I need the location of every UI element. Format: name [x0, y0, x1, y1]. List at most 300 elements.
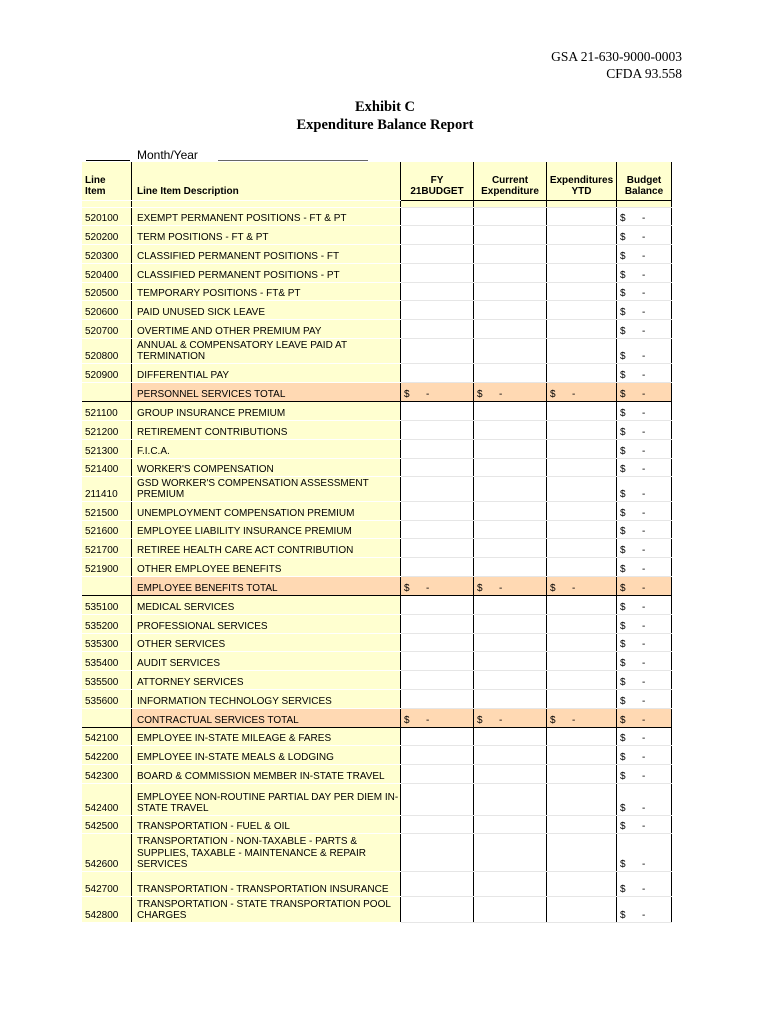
- budget-balance-cell: [617, 576, 672, 595]
- table-row: [82, 520, 672, 538]
- total-row: [82, 382, 672, 401]
- line-item-description: MEDICAL SERVICES: [132, 595, 401, 614]
- table-row: [82, 745, 672, 764]
- line-item-code: [82, 576, 132, 595]
- budget-balance-cell: [617, 207, 672, 225]
- line-item-description: EMPLOYEE LIABILITY INSURANCE PREMIUM: [132, 520, 401, 538]
- fy-budget-cell[interactable]: [401, 764, 474, 783]
- current-expenditure-cell[interactable]: [474, 764, 547, 783]
- budget-balance-cell: [617, 458, 672, 476]
- current-expenditure-cell[interactable]: [474, 727, 547, 745]
- dollar-sign: $: [620, 408, 626, 419]
- table-row: [82, 689, 672, 708]
- dollar-sign: $: [620, 696, 626, 707]
- expenditures-ytd-cell[interactable]: [547, 896, 617, 922]
- fy-budget-cell[interactable]: [401, 300, 474, 319]
- expenditures-ytd-cell[interactable]: [547, 401, 617, 420]
- budget-balance-cell: [617, 300, 672, 319]
- table-row: [82, 458, 672, 476]
- line-item-code: 542200: [82, 745, 132, 764]
- expenditures-ytd-cell[interactable]: [547, 501, 617, 520]
- line-item-code: [82, 382, 132, 401]
- line-item-code: 535500: [82, 670, 132, 689]
- expenditures-ytd-cell[interactable]: [547, 764, 617, 783]
- line-item-code: 535100: [82, 595, 132, 614]
- dollar-sign: $: [620, 771, 626, 782]
- budget-balance-cell: [617, 363, 672, 382]
- fy-budget-cell[interactable]: [401, 557, 474, 576]
- line-item-code: 521600: [82, 520, 132, 538]
- line-item-code: 542800: [82, 896, 132, 922]
- current-expenditure-cell[interactable]: [474, 595, 547, 614]
- zero-dash: -: [642, 288, 646, 299]
- fy-budget-cell[interactable]: [401, 263, 474, 282]
- expenditures-ytd-cell[interactable]: [547, 319, 617, 338]
- zero-dash: -: [642, 564, 646, 575]
- dollar-sign: $: [620, 910, 626, 921]
- table-row: [82, 896, 672, 922]
- table-row: [82, 282, 672, 300]
- dollar-sign: $: [620, 389, 626, 400]
- current-expenditure-cell[interactable]: [474, 458, 547, 476]
- fy-budget-cell[interactable]: [401, 833, 474, 871]
- dollar-sign: $: [620, 884, 626, 895]
- header-fy-budget: FY 21BUDGET: [401, 162, 474, 200]
- line-item-description: CLASSIFIED PERMANENT POSITIONS - PT: [132, 263, 401, 282]
- zero-dash: -: [642, 508, 646, 519]
- dollar-sign: $: [620, 232, 626, 243]
- zero-dash: -: [642, 446, 646, 457]
- expenditures-ytd-cell[interactable]: [547, 689, 617, 708]
- expenditures-ytd-cell[interactable]: [547, 745, 617, 764]
- line-item-code: [82, 708, 132, 727]
- dollar-sign: $: [620, 270, 626, 281]
- month-year-rule-left: [86, 160, 130, 161]
- line-item-description: AUDIT SERVICES: [132, 651, 401, 670]
- line-item-code: 520600: [82, 300, 132, 319]
- line-item-code: 520100: [82, 207, 132, 225]
- budget-balance-cell: [617, 833, 672, 871]
- fy-budget-cell[interactable]: [401, 501, 474, 520]
- month-year-label: Month/Year: [137, 148, 198, 162]
- table-row: [82, 538, 672, 557]
- line-item-code: 542400: [82, 783, 132, 815]
- fy-budget-cell[interactable]: [401, 896, 474, 922]
- fy-budget-cell[interactable]: [401, 670, 474, 689]
- line-item-description: ANNUAL & COMPENSATORY LEAVE PAID AT TERMINATION: [132, 338, 401, 363]
- line-item-description: TRANSPORTATION - STATE TRANSPORTATION POOL CHARGES: [132, 896, 401, 922]
- dollar-sign: $: [620, 733, 626, 744]
- current-expenditure-cell[interactable]: [474, 501, 547, 520]
- budget-balance-cell: [617, 476, 672, 501]
- dollar-sign: $: [404, 389, 410, 400]
- budget-balance-cell: [617, 401, 672, 420]
- dollar-sign: $: [620, 715, 626, 726]
- zero-dash: -: [426, 715, 430, 726]
- expenditures-ytd-cell[interactable]: [547, 651, 617, 670]
- current-expenditure-cell[interactable]: [474, 651, 547, 670]
- fy-budget-cell[interactable]: [401, 538, 474, 557]
- expenditures-ytd-cell[interactable]: [547, 520, 617, 538]
- current-expenditure-cell[interactable]: [474, 745, 547, 764]
- total-label: EMPLOYEE BENEFITS TOTAL: [132, 576, 401, 595]
- fy-budget-cell[interactable]: [401, 815, 474, 833]
- line-item-description: OVERTIME AND OTHER PREMIUM PAY: [132, 319, 401, 338]
- expenditures-ytd-cell: [547, 382, 617, 401]
- zero-dash: -: [642, 389, 646, 400]
- fy-budget-cell[interactable]: [401, 363, 474, 382]
- dollar-sign: $: [620, 677, 626, 688]
- line-item-code: 520200: [82, 225, 132, 244]
- expenditures-ytd-cell[interactable]: [547, 614, 617, 633]
- table-row: [82, 614, 672, 633]
- current-expenditure-cell[interactable]: [474, 420, 547, 439]
- table-row: [82, 207, 672, 225]
- dollar-sign: $: [620, 351, 626, 362]
- budget-balance-cell: [617, 745, 672, 764]
- expenditures-ytd-cell[interactable]: [547, 244, 617, 263]
- table-row: [82, 670, 672, 689]
- line-item-code: 521700: [82, 538, 132, 557]
- line-item-description: RETIREMENT CONTRIBUTIONS: [132, 420, 401, 439]
- table-row: [82, 783, 672, 815]
- fy-budget-cell[interactable]: [401, 633, 474, 651]
- fy-budget-cell[interactable]: [401, 401, 474, 420]
- line-item-description: GSD WORKER'S COMPENSATION ASSESSMENT PREMIUM: [132, 476, 401, 501]
- expenditures-ytd-cell[interactable]: [547, 833, 617, 871]
- expenditures-ytd-cell[interactable]: [547, 871, 617, 896]
- line-item-description: DIFFERENTIAL PAY: [132, 363, 401, 382]
- zero-dash: -: [642, 427, 646, 438]
- fy-budget-cell[interactable]: [401, 783, 474, 815]
- dollar-sign: $: [620, 821, 626, 832]
- dollar-sign: $: [620, 370, 626, 381]
- fy-budget-cell[interactable]: [401, 476, 474, 501]
- zero-dash: -: [642, 251, 646, 262]
- budget-balance-cell: [617, 689, 672, 708]
- total-label: CONTRACTUAL SERVICES TOTAL: [132, 708, 401, 727]
- budget-balance-cell: [617, 783, 672, 815]
- dollar-sign: $: [620, 545, 626, 556]
- dollar-sign: $: [620, 526, 626, 537]
- budget-balance-cell: [617, 439, 672, 458]
- fy-budget-cell[interactable]: [401, 614, 474, 633]
- line-item-code: 535400: [82, 651, 132, 670]
- expenditures-ytd-cell[interactable]: [547, 338, 617, 363]
- current-expenditure-cell[interactable]: [474, 833, 547, 871]
- budget-balance-cell: [617, 538, 672, 557]
- current-expenditure-cell[interactable]: [474, 670, 547, 689]
- table-row: [82, 439, 672, 458]
- dollar-sign: $: [477, 583, 483, 594]
- table-row: [82, 476, 672, 501]
- fy-budget-cell[interactable]: [401, 319, 474, 338]
- zero-dash: -: [642, 859, 646, 870]
- current-expenditure-cell[interactable]: [474, 282, 547, 300]
- line-item-code: 521500: [82, 501, 132, 520]
- budget-balance-cell: [617, 651, 672, 670]
- zero-dash: -: [642, 677, 646, 688]
- line-item-description: EMPLOYEE IN-STATE MEALS & LODGING: [132, 745, 401, 764]
- expenditures-ytd-cell[interactable]: [547, 458, 617, 476]
- table-header-row: [82, 162, 672, 200]
- expenditures-ytd-cell[interactable]: [547, 225, 617, 244]
- budget-balance-cell: [617, 338, 672, 363]
- current-expenditure-cell: [474, 708, 547, 727]
- line-item-code: 535600: [82, 689, 132, 708]
- line-item-description: EXEMPT PERMANENT POSITIONS - FT & PT: [132, 207, 401, 225]
- budget-balance-cell: [617, 420, 672, 439]
- fy-budget-cell[interactable]: [401, 207, 474, 225]
- table-row: [82, 501, 672, 520]
- fy-budget-cell[interactable]: [401, 871, 474, 896]
- current-expenditure-cell[interactable]: [474, 476, 547, 501]
- budget-balance-cell: [617, 670, 672, 689]
- zero-dash: -: [642, 326, 646, 337]
- dollar-sign: $: [620, 307, 626, 318]
- expenditures-ytd-cell[interactable]: [547, 670, 617, 689]
- fy-budget-cell: [401, 382, 474, 401]
- zero-dash: -: [642, 307, 646, 318]
- header-budget-balance: Budget Balance: [617, 162, 672, 200]
- expenditures-ytd-cell[interactable]: [547, 633, 617, 651]
- budget-balance-cell: [617, 501, 672, 520]
- current-expenditure-cell: [474, 382, 547, 401]
- budget-balance-cell: [617, 520, 672, 538]
- line-item-description: CLASSIFIED PERMANENT POSITIONS - FT: [132, 244, 401, 263]
- line-item-code: 542300: [82, 764, 132, 783]
- line-item-description: OTHER SERVICES: [132, 633, 401, 651]
- budget-balance-cell: [617, 633, 672, 651]
- dollar-sign: $: [620, 464, 626, 475]
- current-expenditure-cell[interactable]: [474, 338, 547, 363]
- line-item-description: INFORMATION TECHNOLOGY SERVICES: [132, 689, 401, 708]
- fy-budget-cell[interactable]: [401, 458, 474, 476]
- current-expenditure-cell[interactable]: [474, 207, 547, 225]
- zero-dash: -: [642, 621, 646, 632]
- line-item-code: 521100: [82, 401, 132, 420]
- zero-dash: -: [642, 821, 646, 832]
- current-expenditure-cell[interactable]: [474, 244, 547, 263]
- zero-dash: -: [642, 270, 646, 281]
- expenditures-ytd-cell[interactable]: [547, 420, 617, 439]
- report-title: Expenditure Balance Report: [296, 117, 474, 133]
- zero-dash: -: [642, 752, 646, 763]
- fy-budget-cell[interactable]: [401, 439, 474, 458]
- dollar-sign: $: [620, 446, 626, 457]
- expenditures-ytd-cell: [547, 708, 617, 727]
- expenditures-ytd-cell[interactable]: [547, 595, 617, 614]
- line-item-description: EMPLOYEE IN-STATE MILEAGE & FARES: [132, 727, 401, 745]
- current-expenditure-cell[interactable]: [474, 319, 547, 338]
- current-expenditure-cell[interactable]: [474, 538, 547, 557]
- zero-dash: -: [572, 389, 576, 400]
- current-expenditure-cell[interactable]: [474, 871, 547, 896]
- dollar-sign: $: [620, 288, 626, 299]
- zero-dash: -: [642, 213, 646, 224]
- table-row: [82, 871, 672, 896]
- header-line-item: Line Item: [82, 162, 132, 200]
- table-row: [82, 401, 672, 420]
- fy-budget-cell[interactable]: [401, 651, 474, 670]
- dollar-sign: $: [620, 602, 626, 613]
- table-row: [82, 764, 672, 783]
- dollar-sign: $: [620, 639, 626, 650]
- line-item-code: 535200: [82, 614, 132, 633]
- table-row: [82, 263, 672, 282]
- zero-dash: -: [572, 583, 576, 594]
- dollar-sign: $: [620, 583, 626, 594]
- zero-dash: -: [642, 884, 646, 895]
- expenditures-ytd-cell: [547, 576, 617, 595]
- expenditures-ytd-cell[interactable]: [547, 727, 617, 745]
- dollar-sign: $: [620, 251, 626, 262]
- expenditures-ytd-cell[interactable]: [547, 557, 617, 576]
- zero-dash: -: [642, 771, 646, 782]
- fy-budget-cell[interactable]: [401, 520, 474, 538]
- zero-dash: -: [642, 408, 646, 419]
- current-expenditure-cell[interactable]: [474, 815, 547, 833]
- line-item-code: 211410: [82, 476, 132, 501]
- table-row: [82, 833, 672, 871]
- line-item-code: 521200: [82, 420, 132, 439]
- current-expenditure-cell[interactable]: [474, 689, 547, 708]
- current-expenditure-cell[interactable]: [474, 557, 547, 576]
- line-item-code: 542100: [82, 727, 132, 745]
- dollar-sign: $: [620, 859, 626, 870]
- dollar-sign: $: [620, 427, 626, 438]
- current-expenditure-cell[interactable]: [474, 614, 547, 633]
- budget-balance-cell: [617, 319, 672, 338]
- current-expenditure-cell[interactable]: [474, 439, 547, 458]
- zero-dash: -: [499, 389, 503, 400]
- table-row: [82, 727, 672, 745]
- dollar-sign: $: [404, 715, 410, 726]
- line-item-code: 521300: [82, 439, 132, 458]
- zero-dash: -: [642, 733, 646, 744]
- fy-budget-cell[interactable]: [401, 420, 474, 439]
- fy-budget-cell[interactable]: [401, 727, 474, 745]
- expenditures-ytd-cell[interactable]: [547, 439, 617, 458]
- expenditures-ytd-cell[interactable]: [547, 263, 617, 282]
- expenditures-ytd-cell[interactable]: [547, 476, 617, 501]
- dollar-sign: $: [620, 752, 626, 763]
- line-item-code: 542700: [82, 871, 132, 896]
- zero-dash: -: [642, 464, 646, 475]
- header-current-expenditure: Current Expenditure: [474, 162, 547, 200]
- line-item-description: GROUP INSURANCE PREMIUM: [132, 401, 401, 420]
- line-item-code: 520700: [82, 319, 132, 338]
- table-row: [82, 633, 672, 651]
- cfda-number: CFDA 93.558: [606, 66, 682, 81]
- line-item-description: TERM POSITIONS - FT & PT: [132, 225, 401, 244]
- fy-budget-cell[interactable]: [401, 338, 474, 363]
- dollar-sign: $: [620, 213, 626, 224]
- zero-dash: -: [642, 639, 646, 650]
- fy-budget-cell[interactable]: [401, 595, 474, 614]
- table-row: [82, 300, 672, 319]
- zero-dash: -: [642, 232, 646, 243]
- current-expenditure-cell: [474, 576, 547, 595]
- current-expenditure-cell[interactable]: [474, 520, 547, 538]
- document-ids: [551, 48, 682, 82]
- current-expenditure-cell[interactable]: [474, 783, 547, 815]
- expenditures-ytd-cell[interactable]: [547, 538, 617, 557]
- zero-dash: -: [642, 803, 646, 814]
- table-row: [82, 225, 672, 244]
- fy-budget-cell[interactable]: [401, 282, 474, 300]
- current-expenditure-cell[interactable]: [474, 363, 547, 382]
- dollar-sign: $: [477, 389, 483, 400]
- line-item-code: 521400: [82, 458, 132, 476]
- table-row: [82, 420, 672, 439]
- current-expenditure-cell[interactable]: [474, 633, 547, 651]
- expenditures-ytd-cell[interactable]: [547, 300, 617, 319]
- expenditures-ytd-cell[interactable]: [547, 282, 617, 300]
- fy-budget-cell: [401, 576, 474, 595]
- fy-budget-cell[interactable]: [401, 689, 474, 708]
- line-item-description: ATTORNEY SERVICES: [132, 670, 401, 689]
- zero-dash: -: [642, 526, 646, 537]
- line-item-description: OTHER EMPLOYEE BENEFITS: [132, 557, 401, 576]
- expenditures-ytd-cell[interactable]: [547, 815, 617, 833]
- dollar-sign: $: [550, 583, 556, 594]
- zero-dash: -: [572, 715, 576, 726]
- budget-balance-cell: [617, 896, 672, 922]
- line-item-description: PAID UNUSED SICK LEAVE: [132, 300, 401, 319]
- expenditures-ytd-cell[interactable]: [547, 207, 617, 225]
- exhibit-title: Exhibit C: [354, 99, 416, 115]
- fy-budget-cell: [401, 708, 474, 727]
- table-row: [82, 319, 672, 338]
- line-item-description: TRANSPORTATION - TRANSPORTATION INSURANCE: [132, 871, 401, 896]
- expenditures-ytd-cell[interactable]: [547, 363, 617, 382]
- current-expenditure-cell[interactable]: [474, 401, 547, 420]
- line-item-code: 520400: [82, 263, 132, 282]
- dollar-sign: $: [550, 715, 556, 726]
- fy-budget-cell[interactable]: [401, 225, 474, 244]
- fy-budget-cell[interactable]: [401, 745, 474, 764]
- line-item-code: 521900: [82, 557, 132, 576]
- total-row: [82, 576, 672, 595]
- dollar-sign: $: [404, 583, 410, 594]
- dollar-sign: $: [620, 489, 626, 500]
- zero-dash: -: [642, 696, 646, 707]
- zero-dash: -: [426, 389, 430, 400]
- line-item-code: 520900: [82, 363, 132, 382]
- budget-balance-cell: [617, 382, 672, 401]
- expenditures-ytd-cell[interactable]: [547, 783, 617, 815]
- current-expenditure-cell[interactable]: [474, 896, 547, 922]
- zero-dash: -: [642, 489, 646, 500]
- line-item-description: PROFESSIONAL SERVICES: [132, 614, 401, 633]
- zero-dash: -: [642, 602, 646, 613]
- line-item-code: 542500: [82, 815, 132, 833]
- current-expenditure-cell[interactable]: [474, 300, 547, 319]
- dollar-sign: $: [477, 715, 483, 726]
- current-expenditure-cell[interactable]: [474, 225, 547, 244]
- line-item-description: WORKER'S COMPENSATION: [132, 458, 401, 476]
- zero-dash: -: [642, 910, 646, 921]
- table-row: [82, 651, 672, 670]
- fy-budget-cell[interactable]: [401, 244, 474, 263]
- current-expenditure-cell[interactable]: [474, 263, 547, 282]
- month-year-field[interactable]: [218, 160, 368, 161]
- expenditure-table: [82, 162, 672, 923]
- line-item-description: TRANSPORTATION - FUEL & OIL: [132, 815, 401, 833]
- zero-dash: -: [642, 351, 646, 362]
- line-item-code: 520500: [82, 282, 132, 300]
